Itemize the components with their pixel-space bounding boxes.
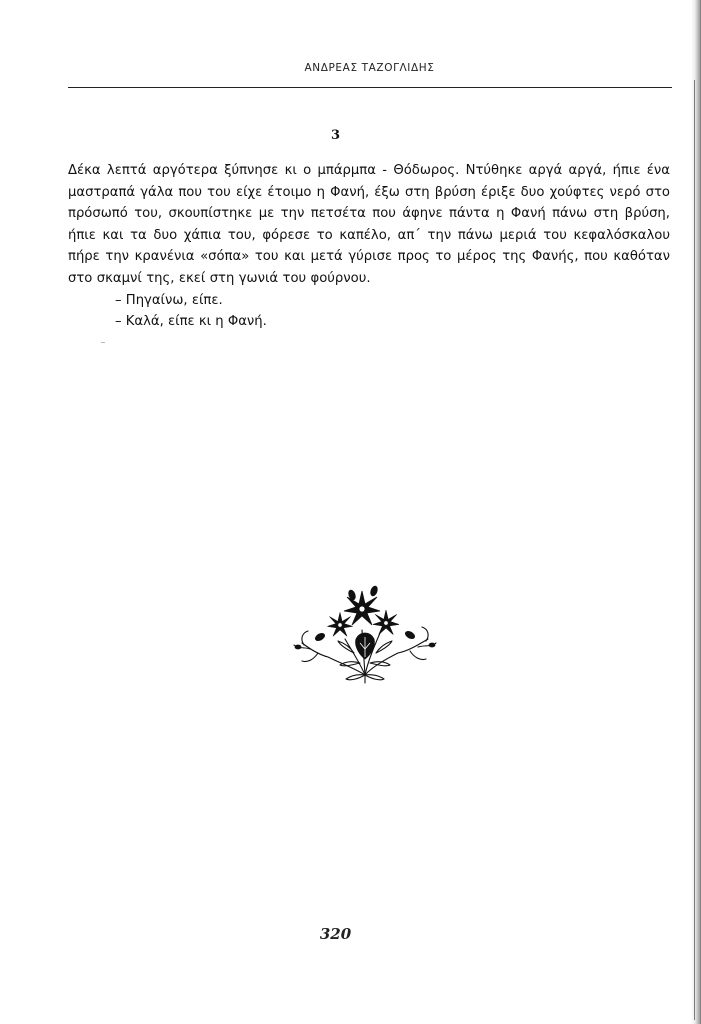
dialogue-line-1: – Πηγαίνω, είπε. [115, 292, 223, 308]
scan-speck [101, 342, 105, 343]
floral-vignette-icon [290, 575, 440, 685]
page-number: 320 [319, 925, 352, 943]
paragraph: Δέκα λεπτά αργότερα ξύπνησε κι ο μπάρμπα - Θόδωρος. Ντύθηκε αργά αργά, ήπιε ένα μαστραπά γάλα που του είχε έτοιμο η Φανή, έξω στη βρύση έριξε δυο χούφτες νερό στο πρόσωπό του, σκουπίστηκε με την πετσέτα που άφηνε πάντα η Φανή πάνω στη βρύση, ήπιε και τα δυο χάπια του, φόρεσε το καπέλο, απ΄ την πάνω μεριά του κεφαλόσκαλου πήρε την κρανένια «σόπα» του και μετά γύρισε προς το μέρος της Φανής, που καθόταν στο σκαμνί της, εκεί στη γωνιά του φούρνου. [68, 163, 670, 286]
dialogue-line-2: – Καλά, είπε κι η Φανή. [115, 314, 267, 330]
header-rule [68, 87, 672, 88]
running-header: ΑΝΔΡΕΑΣ ΤΑΖΟΓΛΙΔΗΣ [304, 62, 435, 74]
body-text [68, 160, 670, 333]
page-edge-shadow [691, 0, 701, 1024]
chapter-number: 3 [330, 128, 341, 143]
